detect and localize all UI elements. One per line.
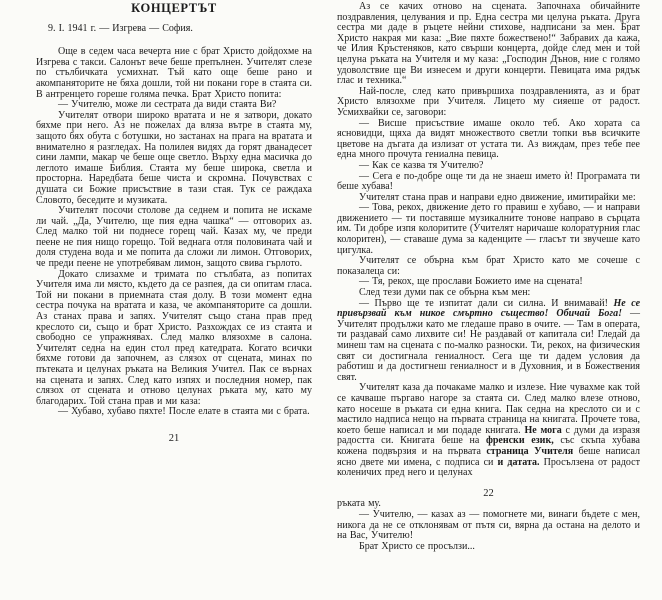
dialogue-line: — Учителю, — казах аз — помогнете ми, винаги бъдете с мен, никога да не се отклонявам от пътя си, вярна да остана на делото и на Вас, Учителю! <box>337 508 640 542</box>
paragraph: Учителят стана прав и направи едно движение, имитирайки ме: <box>359 191 636 203</box>
emphasis-text: френски език, <box>485 435 554 447</box>
paragraph-book-gift <box>337 383 640 478</box>
page-number: 22 <box>483 487 494 499</box>
dialogue-line: — Това, рекох, движение дето го правиш е хубаво, — и направи движението — ти поставяше музикалните тонове направо в сърцата им. Ти добре изпя колоритите (Учителят наричаше колоратурния глас колоритен), — ставаше дума за каденците — гласът ти звучеше като цигулка. <box>337 202 640 256</box>
dialogue-line: — Учителю, може ли сестрата да види стаята Ви? <box>58 99 277 111</box>
paragraph: Най-после, след като привършиха поздравленията, аз и брат Христо влязохме при Учителя. Лицето му сияеше от радост. Усмихвайки се, заговори: <box>337 85 640 118</box>
body-text: Просълзена от радост коленичих пред него и целунах <box>337 456 640 479</box>
emphasis-text: и датата. <box>497 456 540 468</box>
page-number: 21 <box>168 432 180 444</box>
dialogue-line: — Как се казва тя Учителю? <box>359 159 484 171</box>
paragraph: Учителят отвори широко вратата и не я затвори, докато бяхме при него. Аз не пожелах да вляза вътре в стаята му, защото бях обута с ботушки, но застанах на прага на вратата и внимателно я разгледах. На полилея видях да горят дванадесет сини лампи, макар че беше още светло. Върху една масичка до леглото имаше Библия. Стаята му беше широка, светла и просторна. Наредбата беше чиста и скромна. Почувствах с душата си Божие присъствие в тази стая. Тук се раждаха Словото, беседите и музиката. <box>36 109 312 206</box>
paragraph: След тези думи пак се обърна към мен: <box>359 287 531 299</box>
paragraph: Брат Христо се просълзи... <box>359 540 475 552</box>
paragraph: Учителят посочи столове да седнем и попита не искаме ли чай. „Да, Учителю, ще пия една чашка“ — отговорих аз. След малко той ни поднесе горещ чай. Казах му, че преди пеене не пия нищо горещо. Той веднага отля половината чай и доля студена вода и ме попита да сложи ли лимон. Отговорих, че преди пеене не употребявам лимон, защото свива гърлото. <box>36 205 312 270</box>
emphasis-text: Не мога <box>524 424 562 436</box>
body-text: беше написал ясно двете ми имена, с подписа си <box>337 445 640 468</box>
body-text: със скъпа хубава кожена подвързия и на първата <box>337 435 640 457</box>
dialogue-line: — Тя, рекох, ще прослави Божието име на сцената! <box>359 276 583 288</box>
dialogue-line: — Хубаво, хубаво пяхте! После елате в стаята ми с брата. <box>58 406 310 418</box>
body-text: Учителят каза да почакаме малко и излезе. Ние чувахме как той се качваше пъргаво нагоре за стаята си. След малко влезе отново, като носеше в ръката си една книга. Пак седна на креслото си и с мастило надписа нещо на първата страница на книгата. Прочете това, което беше написал и ми подаде книгата. <box>337 382 640 436</box>
paragraph-warning <box>337 299 640 384</box>
continuation-line: ръката му. <box>337 498 381 510</box>
page-22 <box>337 2 640 552</box>
dialogue-line: — Сега е по-добре още ти да не знаеш името ѝ! Програмата ти беше хубава! <box>337 170 640 193</box>
paragraph: Още в седем часа вечерта ние с брат Христо дойдохме на Изгрева с такси. Салонът вече беше препълнен. Учителят слезе по стълбичката усмихнат. Тъй като още беше рано и акомпаняторите не бяха дошли, той ни покани горе в стаята си. В антренцето гореше голяма печка. Брат Христо попита: <box>36 46 312 100</box>
dialogue-text: — Учителят продължи като ме гледаше право в очите. — Там в операта, ти раздавай само лихвите си! Не раздавай от капитала си! Гледай да минеш там на сцената с по-малко разноски. Ти, рекох, на физическия свят си достигнала гениалност. Сега ще ти дадем условия да работиш и да достигнеш гениалност и в Духовния, и в Божествения свят. <box>337 308 640 383</box>
emphasis-quote: Не се привързвай към никое смъртно същество! Обичай Бога! <box>337 297 641 320</box>
page-21 <box>36 3 312 445</box>
paragraph: Аз се качих отново на сцената. Започнаха обичайните поздравления, целувания и пр. Една сестра ми целуна ръката. Друга сестра ми даде в ръцете нейни стихове, надписани за мен. Брат Христо накрая ми каза: „Вие пяхте божествено!“ Забравих да кажа, че Илия Кръстеняков, като свърши концерта, дойде след мен и той целуна ръката на Учителя и му каза: „Господин Дънов, ние с голямо удоволствие ще Ви изнесем и други концерти. Певицата има рядък глас и техника.“ <box>337 1 640 87</box>
dialogue-text: — Първо ще те изпитат дали си силна. И внимавай! <box>359 297 614 309</box>
body-text: с думи да изразя радостта си. Книгата беше на <box>337 424 640 447</box>
emphasis-text: страница Учителя <box>486 445 574 457</box>
paragraph: Докато слизахме и тримата по стълбата, аз попитах Учителя има ли място, където да се разпея, да си опитам гласа. Той ни покани в приемната стая долу. В този момент една сестра почука на вратата и каза, че акомпаняторите са дошли. Аз станах права и запях. Учителят също стана прав пред креслото си, също и брат Христо. Разхождах се из стаята и свободно се упражнявах. След малко влязохме в салона. Учителят седна на един стол пред катедрата. Когато всички бяхме готови да започнем, аз слязох от сцената, минах по пътеката и целунах ръката на Великия Учител. Пак се върнах на сцената и запях. След като изпях и последния номер, пак слязох от сцената и отново целунах ръката му, като му благодарих. Той стана прав и ми каза: <box>36 268 312 407</box>
date-line: 9. I. 1941 г. — Изгрева — София. <box>48 22 193 34</box>
paragraph: Учителят се обърна към брат Христо като ме сочеше с показалеца си: <box>337 255 640 277</box>
dialogue-line: — Висше присъствие имаше около теб. Ако хората са ясновидци, щяха да видят множеството светли топки във всичките цветове на дъгата да излизат от устата ти. Аз виждам, през тебе пее една много прочута гениална певица. <box>337 117 640 161</box>
chapter-title: КОНЦЕРТЪТ <box>131 1 217 15</box>
